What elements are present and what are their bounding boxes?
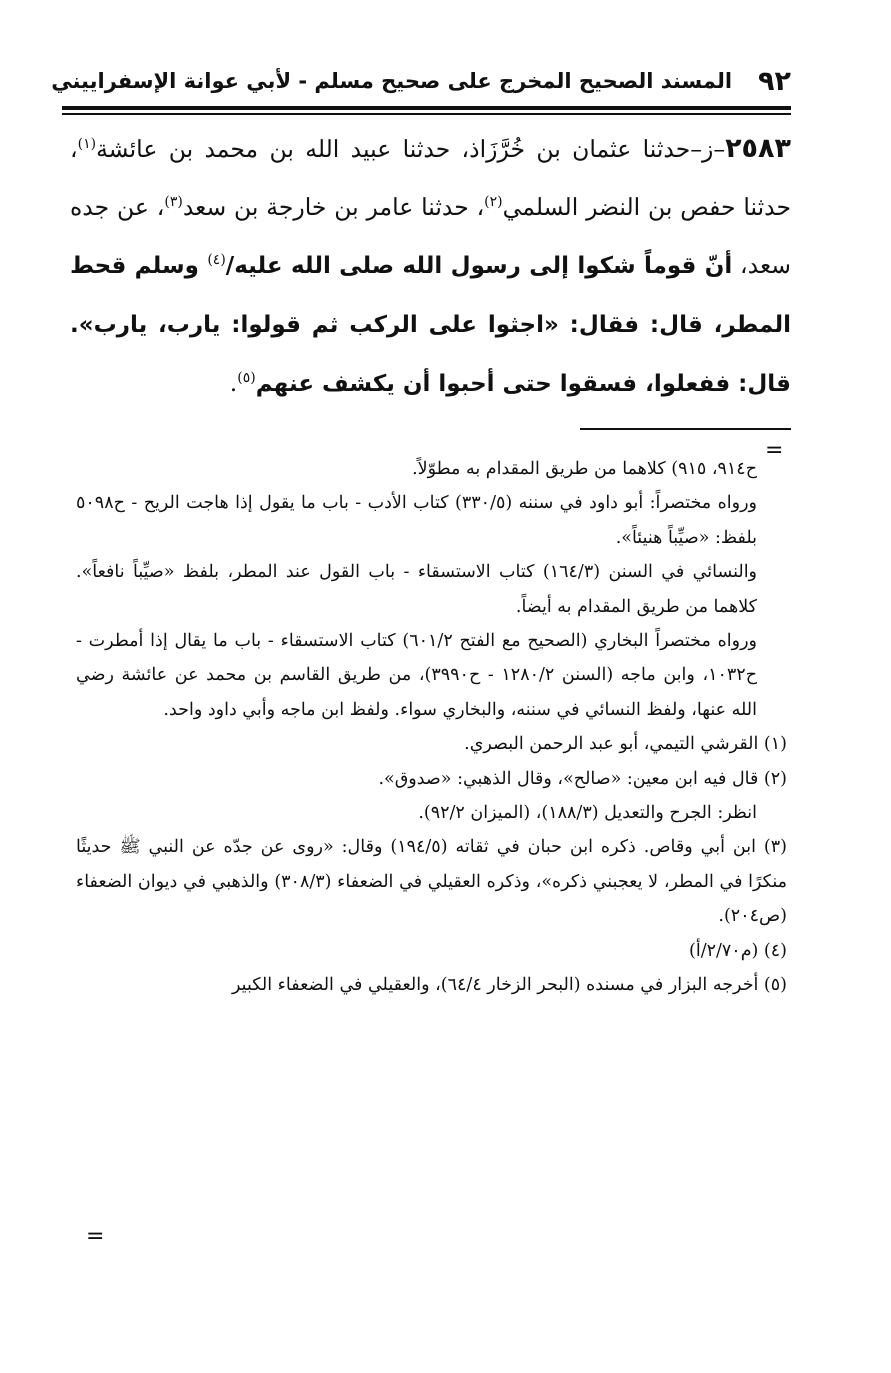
footnote-1: (١) القرشي التيمي، أبو عبد الرحمن البصري. — [464, 734, 787, 755]
hadith-isnad-2: ، حدثنا حفص بن النضر السلمي — [70, 135, 791, 221]
hadith-matn-2: وسلم قحط المطر، قال: فقال: «اجثوا على الركب ثم قولوا: يارب، يارب». قال: ففعلوا، فسقوا حتى أحبوا أن يكشف عنهم — [70, 253, 791, 397]
footnote-ref-2: (٢) — [484, 194, 503, 211]
footnote-3: (٣) ابن أبي وقاص. ذكره ابن حبان في ثقاته (١٩٤/٥) وقال: «روى عن جدّه عن النبي ﷺ حديثًا منكرًا في المطر، لا يعجبني ذكره»، وذكره العقيلي في الضعفاء (٣٠٨/٣) والذهبي في ديوان الضعفاء (ص٢٠٤). — [76, 837, 787, 927]
footnote-ref-3: (٣) — [164, 194, 183, 211]
footnote-2: (٢) قال فيه ابن معين: «صالح»، وقال الذهبي: «صدوق». — [378, 768, 787, 789]
hadith-end: . — [229, 369, 238, 397]
footnote-separator — [580, 428, 791, 430]
footnote-ref-1: (١) — [77, 136, 97, 153]
manuscript-slash: / — [225, 253, 235, 279]
hadith-isnad-4: ، عن جده سعد، — [70, 193, 791, 279]
header-rule-thin — [62, 113, 791, 115]
hadith-text — [70, 120, 791, 413]
hadith-isnad-3: ، حدثنا عامر بن خارجة بن سعد — [182, 193, 485, 221]
footnote-ref-5: (٥) — [237, 370, 256, 387]
continuation-mark-top: = — [765, 438, 784, 463]
footnote-2-sources: انظر: الجرح والتعديل (١٨٨/٣)، (الميزان ٩٢/٢). — [418, 803, 757, 824]
footnote-continued-line: ح٩١٤، ٩١٥) كلاهما من طريق المقدام به مطوّلاً. — [412, 459, 757, 479]
footnote-ref-4: (٤) — [207, 252, 226, 269]
hadith-number: ٢٥٨٣ — [725, 133, 791, 164]
hadith-matn-1: أنّ قوماً شكوا إلى رسول الله صلى الله عليه — [234, 253, 733, 279]
continuation-mark-bottom: = — [86, 1224, 105, 1249]
running-title: المسند الصحيح المخرج على صحيح مسلم - لأبي عوانة الإسفراييني — [51, 69, 733, 93]
header-rule-thick — [62, 106, 791, 110]
footnote-paragraph-abu-dawud: ورواه مختصراً: أبو داود في سننه (٣٣٠/٥) كتاب الأدب - باب ما يقول إذا هاجت الريح - ح٥٠٩٨ بلفظ: «صيِّباً هنيئاً». — [76, 493, 757, 548]
hadith-paragraph — [70, 120, 791, 413]
footnotes — [76, 452, 791, 1003]
page-header — [51, 58, 791, 104]
footnote-5: (٥) أخرجه البزار في مسنده (البحر الزخار ٦٤/٤)، والعقيلي في الضعفاء الكبير — [232, 975, 787, 996]
footnote-4: (٤) (م٢/٧٠/أ) — [689, 940, 787, 961]
hadith-isnad-1: –ز–حدثنا عثمان بن خُرَّزَاذ، حدثنا عبيد الله بن محمد بن عائشة — [96, 135, 726, 163]
page-number: ٩٢ — [758, 65, 791, 97]
footnote-paragraph-bukhari: ورواه مختصراً البخاري (الصحيح مع الفتح ٦٠١/٢) كتاب الاستسقاء - باب ما يقال إذا أمطرت - ح١٠٣٢، وابن ماجه (السنن ١٢٨٠/٢ - ح٣٩٩٠)، من طريق القاسم بن محمد عن عائشة رضي الله عنها، ولفظ النسائي في سننه، والبخاري سواء. ولفظ ابن ماجه وأبي داود واحد. — [76, 631, 758, 720]
footnote-paragraph-nasai: والنسائي في السنن (١٦٤/٣) كتاب الاستسقاء - باب القول عند المطر، بلفظ «صيِّباً نافعاً». كلاهما من طريق المقدام به أيضاً. — [76, 562, 758, 617]
